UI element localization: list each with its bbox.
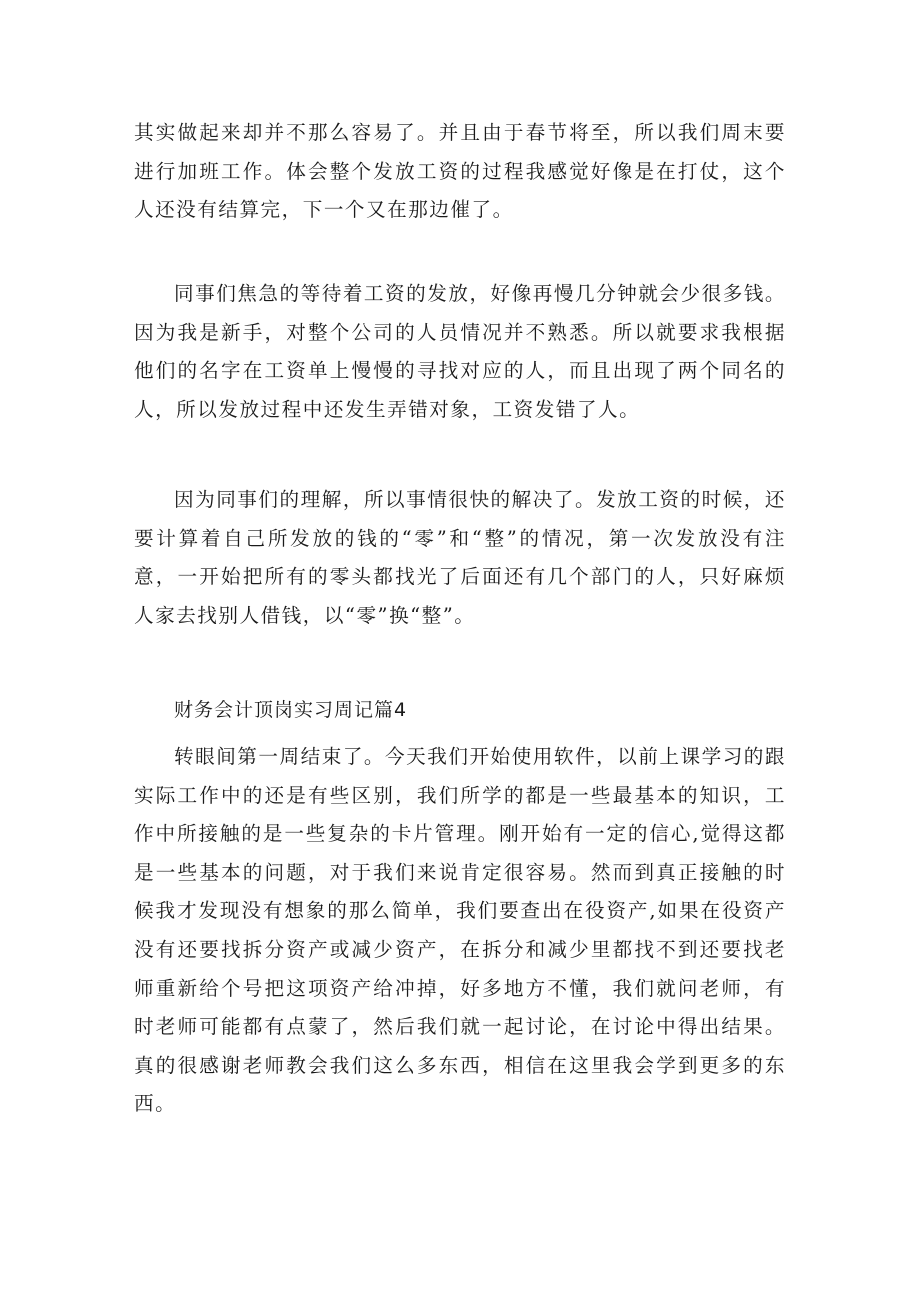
- paragraph-change-money: 因为同事们的理解，所以事情很快的解决了。发放工资的时候，还要计算着自己所发放的钱的“零”和“整”的情况，第一次发放没有注意，一开始把所有的零头都找光了后面还有几个部门的人，只好麻烦人家去找别人借钱，以“零”换“整”。: [134, 488, 786, 627]
- paragraph-colleagues-waiting: 同事们焦急的等待着工资的发放，好像再慢几分钟就会少很多钱。因为我是新手，对整个公司的人员情况并不熟悉。所以就要求我根据他们的名字在工资单上慢慢的寻找对应的人，而且出现了两个同名的人，所以发放过程中还发生弄错对象，工资发错了人。: [134, 282, 786, 421]
- section-heading: 财务会计顶岗实习周记篇4: [174, 699, 408, 721]
- paragraph-continued: 其实做起来却并不那么容易了。并且由于春节将至，所以我们周末要进行加班工作。体会整个发放工资的过程我感觉好像是在打仗，这个人还没有结算完，下一个又在那边催了。: [134, 121, 786, 222]
- paragraph-first-week-software: 转眼间第一周结束了。今天我们开始使用软件，以前上课学习的跟实际工作中的还是有些区别，我们所学的都是一些最基本的知识，工作中所接触的是一些复杂的卡片管理。刚开始有一定的信心,觉得这都是一些基本的问题，对于我们来说肯定很容易。然而到真正接触的时候我才发现没有想象的那么简单，我们要查出在役资产,如果在役资产没有还要找拆分资产或减少资产，在拆分和减少里都找不到还要找老师重新给个号把这项资产给冲掉，好多地方不懂，我们就问老师，有时老师可能都有点蒙了，然后我们就一起讨论，在讨论中得出结果。真的很感谢老师教会我们这么多东西，相信在这里我会学到更多的东西。: [134, 745, 786, 1116]
